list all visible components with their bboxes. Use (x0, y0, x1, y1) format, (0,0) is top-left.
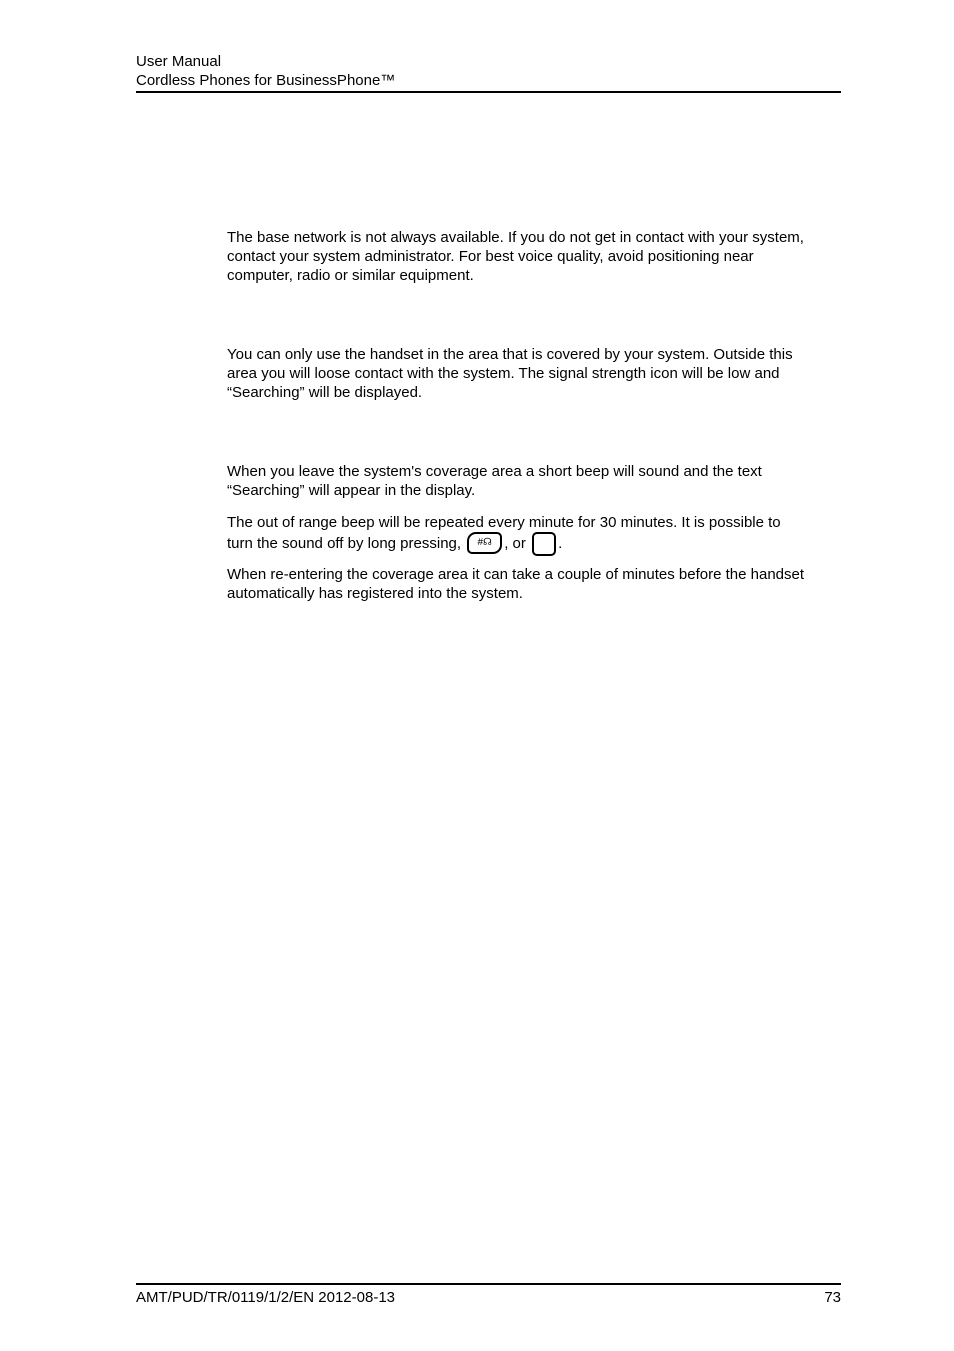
text-fragment: turn the sound off by long pressing, (227, 535, 462, 552)
header-product-title: Cordless Phones for BusinessPhone™ (136, 72, 396, 89)
hash-key-glyph: #☊ (477, 537, 492, 548)
text-line-with-keys (227, 532, 842, 556)
paragraph-coverage-area (227, 345, 842, 402)
text-fragment: , or (504, 535, 526, 552)
hash-key-icon (467, 532, 502, 554)
text-fragment: . (558, 535, 563, 552)
page-footer (136, 1283, 841, 1306)
text-line: The base network is not always available. If you do not get in contact with your system, (227, 229, 804, 246)
paragraph-out-of-range-beep (227, 513, 842, 556)
footer-page-number: 73 (824, 1289, 841, 1306)
text-line: When you leave the system's coverage area a short beep will sound and the text (227, 463, 762, 480)
text-line: contact your system administrator. For best voice quality, avoid positioning near (227, 248, 754, 265)
paragraph-base-network (227, 228, 842, 285)
text-line: The out of range beep will be repeated every minute for 30 minutes. It is possible to (227, 514, 781, 531)
text-line: When re-entering the coverage area it can take a couple of minutes before the handset (227, 566, 805, 583)
text-line: You can only use the handset in the area that is covered by your system. Outside this (227, 346, 793, 363)
footer-document-id: AMT/PUD/TR/0119/1/2/EN 2012-08-13 (136, 1289, 396, 1306)
header-manual-title: User Manual (136, 53, 222, 70)
page-header (136, 52, 841, 93)
text-line: “Searching” will be displayed. (227, 384, 423, 401)
text-line: automatically has registered into the system. (227, 585, 523, 602)
paragraph-leaving-coverage (227, 462, 842, 500)
text-line: area you will loose contact with the system. The signal strength icon will be low and (227, 365, 780, 382)
paragraph-re-entering (227, 565, 842, 603)
blank-key-icon (532, 532, 556, 556)
text-line: “Searching” will appear in the display. (227, 482, 476, 499)
text-line: computer, radio or similar equipment. (227, 267, 474, 284)
